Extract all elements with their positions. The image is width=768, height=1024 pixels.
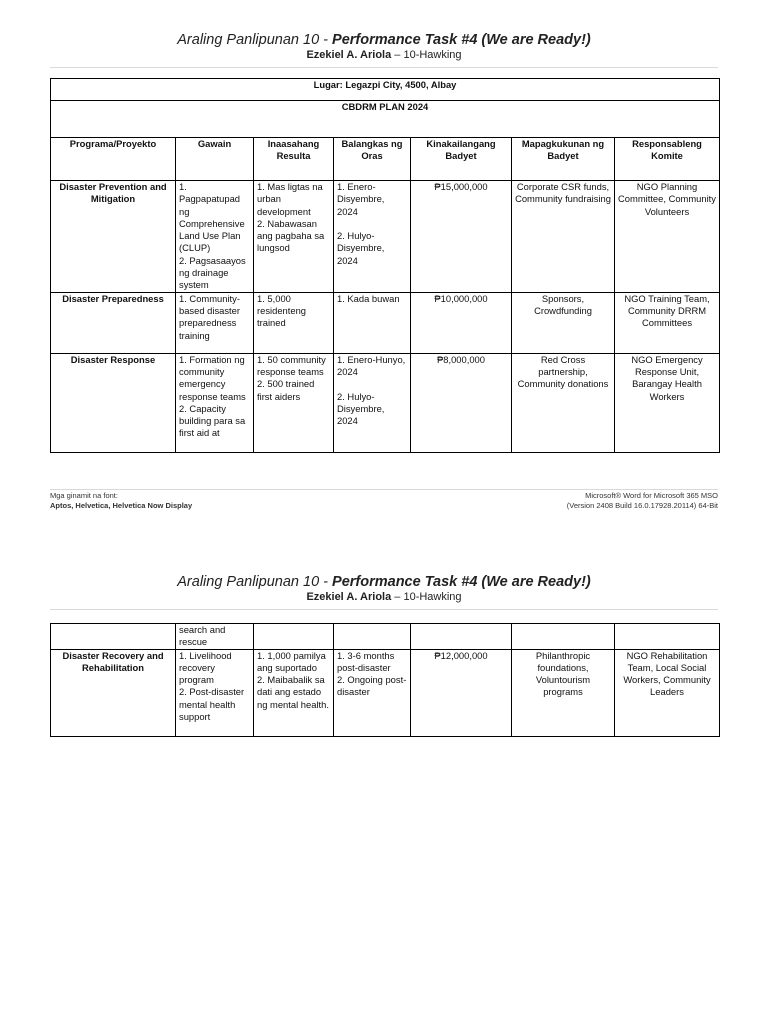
empty-cell [51,624,176,650]
header-oras: Balangkas ng Oras [334,138,411,181]
header-gawain: Gawain [176,138,254,181]
doc-title: Araling Panlipunan 10 - Performance Task #4 (We are Ready!) [177,32,591,48]
program-cell: Disaster Prevention and Mitigation [51,181,176,293]
fonts-list: Aptos, Helvetica, Helvetica Now Display [50,501,193,510]
badyet-cell: ₱15,000,000 [411,181,512,293]
header-resulta: Inaasahang Resulta [254,138,334,181]
header-programa: Programa/Proyekto [51,138,176,181]
resulta-cell: 1. 50 community response teams 2. 500 trained first aiders [254,353,334,452]
badyet-cell: ₱12,000,000 [411,649,512,736]
mapagkukunan-cell: Philanthropic foundations, Voluntourism programs [512,649,615,736]
location-cell: Lugar: Legazpi City, 4500, Albay [51,79,720,101]
empty-cell [411,624,512,650]
komite-cell: NGO Emergency Response Unit, Barangay Health Workers [615,353,720,452]
empty-cell [254,624,334,650]
doc-title-2: Araling Panlipunan 10 - Performance Task #4 (We are Ready!) [177,574,591,590]
komite-cell: NGO Rehabilitation Team, Local Social Workers, Community Leaders [615,649,720,736]
oras-cell: 1. Kada buwan [334,292,411,353]
doc-author-line-2: Ezekiel A. Ariola – 10-Hawking [306,591,462,603]
mapagkukunan-cell: Corporate CSR funds, Community fundraising [512,181,615,293]
fonts-note [50,491,192,511]
header-divider [50,67,718,68]
program-cell: Disaster Recovery and Rehabilitation [51,649,176,736]
table-row [51,181,720,293]
badyet-cell: ₱10,000,000 [411,292,512,353]
cbdrm-plan-table [50,78,720,453]
empty-cell [615,624,720,650]
app-line1: Microsoft® Word for Microsoft 365 MSO [585,491,718,500]
gawain-cell: 1. Community-based disaster preparedness training [176,292,254,353]
resulta-cell: 1. 5,000 residenteng trained [254,292,334,353]
oras-cell: 1. 3-6 months post-disaster 2. Ongoing post-disaster [334,649,411,736]
komite-cell: NGO Planning Committee, Community Volunteers [615,181,720,293]
mapagkukunan-cell: Sponsors, Crowdfunding [512,292,615,353]
plan-title-cell: CBDRM PLAN 2024 [51,101,720,138]
table-row [51,353,720,452]
gawain-cell-continued: search and rescue [176,624,254,650]
program-cell: Disaster Response [51,353,176,452]
empty-cell [334,624,411,650]
header-mapagkukunan: Mapagkukunan ng Badyet [512,138,615,181]
resulta-cell: 1. 1,000 pamilya ang suportado 2. Maibabalik sa dati ang estado ng mental health. [254,649,334,736]
oras-cell: 1. Enero-Hunyo, 2024 2. Hulyo-Disyembre, 2024 [334,353,411,452]
app-line2: (Version 2408 Build 16.0.17928.20114) 64-Bit [566,501,718,510]
cbdrm-plan-table-continued [50,623,720,737]
doc-author-line: Ezekiel A. Ariola – 10-Hawking [306,49,462,61]
gawain-cell: 1. Livelihood recovery program 2. Post-disaster mental health support [176,649,254,736]
header-row [51,138,720,181]
oras-cell: 1. Enero-Disyembre, 2024 2. Hulyo-Disyembre, 2024 [334,181,411,293]
badyet-cell: ₱8,000,000 [411,353,512,452]
fonts-label: Mga ginamit na font: [50,491,118,500]
resulta-cell: 1. Mas ligtas na urban development 2. Nabawasan ang pagbaha sa lungsod [254,181,334,293]
program-cell: Disaster Preparedness [51,292,176,353]
table-row-continued [51,624,720,650]
gawain-cell: 1. Pagpapatupad ng Comprehensive Land Use Plan (CLUP) 2. Pagsasaayos ng drainage system [176,181,254,293]
header-divider-2 [50,609,718,610]
page-header-2 [0,573,768,604]
mapagkukunan-cell: Red Cross partnership, Community donations [512,353,615,452]
gawain-cell: 1. Formation ng community emergency response teams 2. Capacity building para sa first aid at [176,353,254,452]
empty-cell [512,624,615,650]
app-version-note [567,491,718,511]
footer-divider [50,489,718,490]
table-row [51,292,720,353]
header-badyet: Kinakailangang Badyet [411,138,512,181]
header-komite: Responsableng Komite [615,138,720,181]
page-header [0,31,768,62]
table-row [51,649,720,736]
komite-cell: NGO Training Team, Community DRRM Committees [615,292,720,353]
